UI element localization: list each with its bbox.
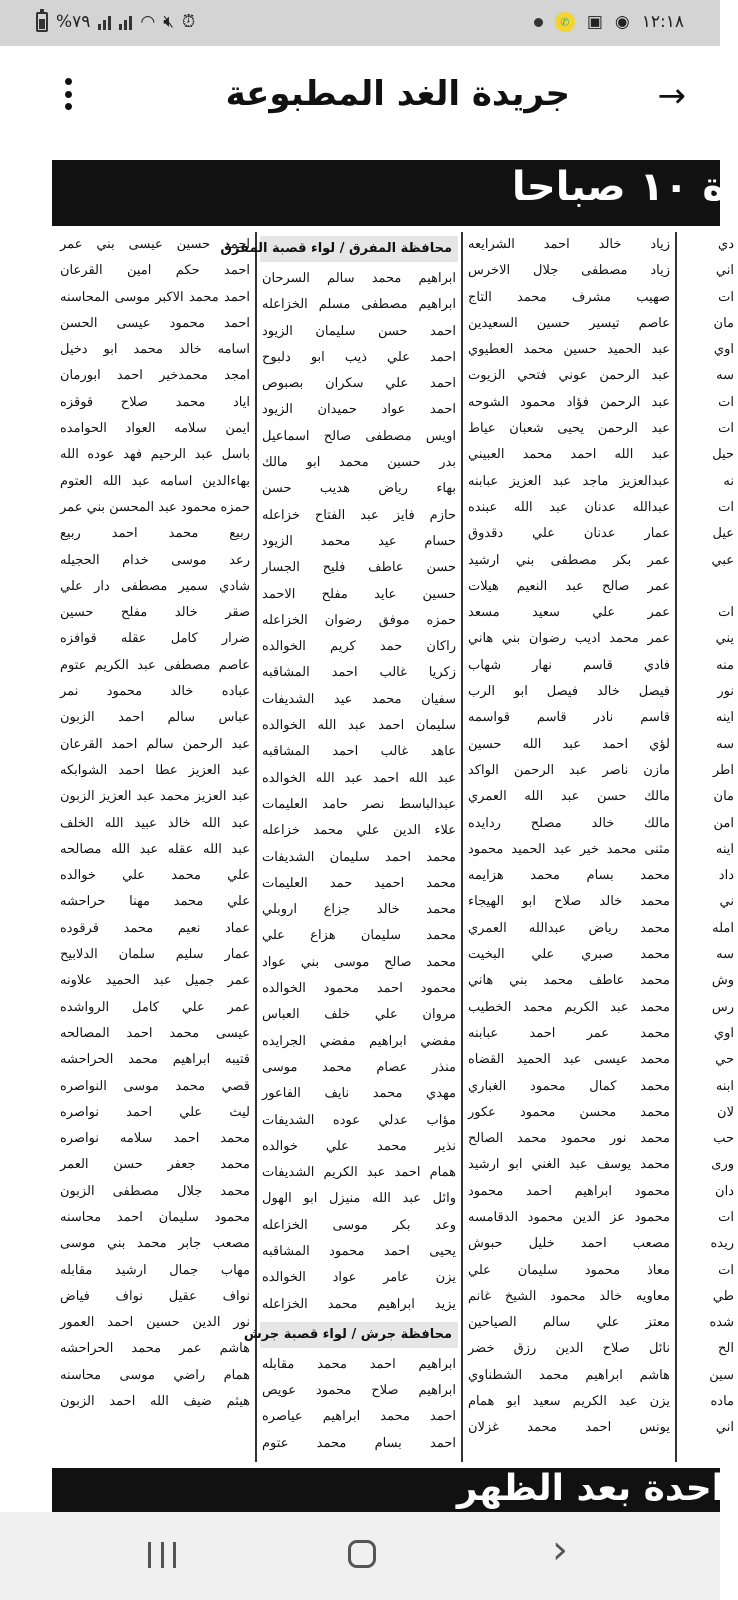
name-line: محمد رياض عبدالله العمري [468,920,670,936]
name-line: علي محمد مهنا حراحشه [60,894,250,910]
name-line: نه [723,473,734,489]
name-line: زياد مصطفى جلال الاخرس [468,263,670,279]
name-line: عبد الله خالد عبيد الله الخلف [60,815,250,831]
name-line: فادي قاسم نهار شهاب [468,657,670,673]
name-line: سه [716,736,734,752]
name-line: محمد يوسف عبد الغني ابو ارشيد [468,1157,670,1173]
column-divider [255,232,257,1462]
name-line: صقر خالد مفلح حسين [60,605,250,621]
name-line: ات [718,1209,734,1225]
name-line: عاصم مصطفى عبد الكريم عتوم [60,657,250,673]
name-line: حسن عاطف فليح الجسار [262,560,456,576]
name-line: عبد الرحمن فؤاد محمود الشوحه [468,394,670,410]
name-line: بهاء رياض هديب حسن [262,481,456,497]
name-line: ات [718,499,734,515]
name-line: ابنه [715,1078,734,1094]
name-line: محمد سليمان هزاع علي [262,928,456,944]
name-line: امجد محمدخير احمد ابورمان [60,368,250,384]
battery-icon [36,12,48,32]
name-line: ابراهيم مصطفى مسلم الخزاعله [262,297,456,313]
column-4 [678,232,738,1462]
name-line: عبد الله احمد عبد الله الخوالده [262,770,456,786]
dot-icon [65,91,72,98]
name-line: عمر جميل عبد الحميد علاونه [60,973,250,989]
app-notification-icon: ◉ [614,12,630,32]
name-line: محمد بسام محمد هزايمه [468,868,670,884]
name-line: محمد عيسى عبد الحميد القضاه [468,1052,670,1068]
name-line: الح [718,1341,734,1357]
mute-icon: 🔇︎ [163,12,174,32]
name-line: احمد حسين عيسى بني عمر [60,237,250,252]
name-line: محمود عز الدين محمود الدقامسه [468,1209,670,1225]
name-line: حازم فايز عبد الفتاح خزاعله [262,507,456,523]
name-line: حيل [712,447,734,463]
system-nav-bar [0,1512,720,1600]
name-line: عبدالله عدنان عبد الله عبنده [468,499,670,515]
name-line: طي [712,1288,734,1304]
page-footer-text: احدة بعد الظهر [456,1468,724,1509]
name-line: عبدالعزيز ماجد عبد العزيز عبابنه [468,473,670,489]
back-arrow-button[interactable]: → [657,76,686,116]
name-line: محمد نور محمود محمد الصالح [468,1131,670,1147]
jerash-list [258,1352,460,1457]
name-line: محمد عبد الكريم محمد الخطيب [468,999,670,1015]
name-line: ماده [710,1394,734,1410]
name-line: عماد نعيم محمد قرقوده [60,920,250,936]
name-line: احمد علي سكران بصبوص [262,376,456,392]
name-line: يونس احمد محمد غزلان [468,1420,670,1436]
signal-icon [98,14,111,30]
name-line: عباده خالد محمود نمر [60,684,250,700]
name-line: سه [716,368,734,384]
battery-percent: %٧٩ [56,12,91,32]
name-line: معتز علي سالم الصياحين [468,1315,670,1331]
name-line: نور [717,684,734,700]
name-line: اطر [712,762,734,778]
column-divider [675,232,677,1462]
name-line: باسل عبد الرحيم فهد عوده الله [60,447,250,463]
name-line: امله [712,920,734,936]
name-line: عاهد غالب احمد المشاقبه [262,744,456,760]
name-line: ات [718,421,734,437]
name-line: سين [709,1367,734,1383]
name-line: ات [718,289,734,305]
name-line: ايمن سلامه العواد الحوامده [60,421,250,437]
page-header-text: ة ١٠ صباحا [511,164,726,210]
name-line: محمد عمر احمد عبابنه [468,1025,670,1041]
name-line: عاصم تيسير حسين السعيدين [468,315,670,331]
name-line: هاشم ابراهيم محمد الشطناوي [468,1367,670,1383]
notification-dot-icon [534,18,543,27]
name-line: محمد احمد سلامه نواصره [60,1131,250,1147]
name-line: اينه [715,710,734,726]
name-line: محمود احمد محمود الخوالده [262,981,456,997]
name-line: منذر عصام محمد موسى [262,1059,456,1075]
page-footer-bar [52,1468,724,1512]
name-line: ربيع محمد احمد ربيع [60,526,250,542]
name-line: ابراهيم صلاح محمود عويص [262,1383,456,1399]
name-line: ني [719,894,734,910]
name-line: محمد خالد صلاح ابو الهيجاء [468,894,670,910]
name-line: اياد محمد صلاح قوقزه [60,394,250,410]
app-bar [0,46,720,156]
name-line: حسين عايد مفلح الاحمد [262,586,456,602]
name-line: احمد عواد حميدان الزيود [262,402,456,418]
alarm-icon: ⏰︎ [181,12,196,32]
name-line: حب [713,1131,734,1147]
name-line: احمد محمد الاكبر موسى المحاسنه [60,289,250,305]
name-line: عبد الرحمن يحيى شعبان عياط [468,421,670,437]
section-heading-mafraq: محافظة المفرق / لواء قصبة المفرق [260,236,458,262]
mafraq-list [258,266,460,1318]
name-line: عمار سليم سلمان الدلابيح [60,947,250,963]
name-line: همام راضي موسى محاسنه [60,1367,250,1383]
name-line: اينه [715,841,734,857]
name-line: علي محمد علي خوالده [60,868,250,884]
name-line: عبي [711,552,734,568]
name-line: راكان حمد كريم الخوالده [262,639,456,655]
name-line: حمزه محمود عبد المحسن بني عمر [60,499,250,515]
signal-icon-2 [119,14,132,30]
name-line: محمد احميد حمد العليمات [262,875,456,891]
name-line: هاشم عمر محمد الحراحشه [60,1341,250,1357]
name-line: مالك خالد مصلح ردايده [468,815,670,831]
newspaper-page[interactable] [52,160,734,1512]
name-line: احمد علي ذيب ابو دلبوح [262,349,456,365]
name-line: يزن عامر عواد الخوالده [262,1270,456,1286]
name-line: منه [716,657,734,673]
name-line: سفيان محمد عيد الشديفات [262,691,456,707]
name-line: محمد عاطف محمد بني هاني [468,973,670,989]
recent-apps-button[interactable] [148,1542,176,1568]
name-line: عبد الله احمد محمد العبيني [468,447,670,463]
name-line: نذير محمد علي خوالده [262,1138,456,1154]
dot-icon [65,78,72,85]
name-line: سليمان احمد عبد الله الخوالده [262,718,456,734]
name-line: عبدالباسط نصر حامد العليمات [262,796,456,812]
name-line: عيسى محمد احمد المصالحه [60,1025,250,1041]
section-heading-jerash: محافظة جرش / لواء قصبة جرش [260,1322,458,1348]
name-line: عمر صالح عبد النعيم هيلات [468,578,670,594]
name-line: ضرار كامل عقله قوافزه [60,631,250,647]
name-line: رعد موسى خدام الحجيله [60,552,250,568]
name-line: مروان علي خلف العباس [262,1007,456,1023]
name-line: معاويه خالد محمود الشيخ غانم [468,1288,670,1304]
name-line: محمد جلال مصطفى الزبون [60,1183,250,1199]
name-line: محمد محسن محمود عكور [468,1104,670,1120]
name-line: ابراهيم محمد سالم السرحان [262,271,456,286]
name-line: مالك حسن عبد الله العمري [468,789,670,805]
status-left [36,12,195,32]
name-line: قصي محمد موسى النواصره [60,1078,250,1094]
name-line: يزن عبد الكريم سعيد ابو همام [468,1394,670,1410]
name-line: علاء الدين علي محمد خزاعله [262,823,456,839]
name-line: نور الدين حسين احمد العمور [60,1315,250,1331]
wifi-icon: ◠ [140,12,156,32]
name-line: عيل [712,526,734,542]
name-line: عمر محمد اديب رضوان بني هاني [468,631,670,647]
name-line: احمد محمود عيسى الحسن [60,315,250,331]
name-line: فيصل خالد فيصل ابو الرب [468,684,670,700]
status-right [534,12,684,32]
name-line: عبد الله عقله عبد الله مصالحه [60,841,250,857]
name-line: ابراهيم احمد محمد مقابله [262,1356,456,1372]
name-line: نائل صلاح الدين رزق خضر [468,1341,670,1357]
status-bar [0,0,720,46]
dot-icon [65,103,72,110]
name-line: هيثم ضيف الله احمد الزبون [60,1394,250,1410]
name-line: محمود ابراهيم احمد محمود [468,1183,670,1199]
whatsapp-icon: ✆ [555,12,575,32]
more-options-button[interactable] [58,74,78,114]
name-line: همام احمد عبد الكريم الشديفات [262,1165,456,1181]
name-line: مثنى محمد خير عبد الحميد محمود [468,841,670,857]
name-line: اوي [713,342,734,358]
name-line: دان [715,1183,734,1199]
name-line: نواف عقيل نواف فياض [60,1288,250,1304]
name-line: يحيى احمد محمود المشاقبه [262,1243,456,1259]
name-line: اني [715,263,734,279]
name-line: مهدي محمد نايف الفاعور [262,1086,456,1102]
clock-time: ١٢:١٨ [641,12,684,32]
gallery-icon: ▣ [586,12,603,32]
name-line: احمد محمد ابراهيم عياصره [262,1409,456,1425]
name-line: ليث علي احمد نواصره [60,1104,250,1120]
name-line: اوي [713,1025,734,1041]
name-line: لؤي احمد عبد الله حسين [468,736,670,752]
name-line: شادي سمير مصطفى دار علي [60,578,250,594]
name-line: احمد بسام محمد عتوم [262,1435,456,1451]
name-line: عباس سالم احمد الزبون [60,710,250,726]
name-line: يزيد ابراهيم محمد الخزاعله [262,1296,456,1312]
name-line: محمود سليمان احمد محاسنه [60,1209,250,1225]
name-line: عبد العزيز محمد عبد العزيز الزبون [60,789,250,805]
name-line: اويس مصطفى صالح اسماعيل [262,428,456,444]
name-line: معاذ محمود سليمان علي [468,1262,670,1278]
name-line: اسامه خالد محمد ابو دخيل [60,342,250,358]
name-line: احمد حكم امين القرعان [60,263,250,279]
name-line: ورى [711,1157,734,1173]
name-line: عبد الرحمن عوني فتحي الزيوت [468,368,670,384]
name-line: زكريا غالب احمد المشاقبه [262,665,456,681]
name-line: عمار عدنان علي دقدوق [468,526,670,542]
name-line: امن [713,815,734,831]
name-line: محمد صبري علي البخيت [468,947,670,963]
column-1 [56,232,254,1462]
name-line: صهيب مشرف محمد التاج [468,289,670,305]
name-line: حي [715,1052,734,1068]
name-line: مهاب جمال ارشيد مقابله [60,1262,250,1278]
name-line: عمر علي كامل الرواشده [60,999,250,1015]
name-line: احمد حسن سليمان الزيود [262,323,456,339]
name-line: شده [709,1315,734,1331]
name-line: سه [716,947,734,963]
home-button[interactable] [348,1540,376,1568]
name-line: بهاءالدين اسامه عبد الله العتوم [60,473,250,489]
name-line: محمد صالح موسى بني عواد [262,954,456,970]
name-line: مفضي ابراهيم مفضي الجرايده [262,1033,456,1049]
name-line: مازن ناصر عبد الرحمن الواكد [468,762,670,778]
app-title: جريدة الغد المطبوعة [225,74,570,114]
name-line: ات [718,394,734,410]
name-line: مصعب جابر محمد بني موسى [60,1236,250,1252]
name-line: حسام عيد محمد الزيود [262,533,456,549]
name-line: لان [717,1104,734,1120]
name-line: مؤاب عدلي عوده الشديفات [262,1112,456,1128]
name-line: حمزه موفق رضوان الخزاعله [262,612,456,628]
name-line [678,574,738,600]
name-line: وش [711,973,734,989]
name-line: عبد الحميد حسين محمد العطيوي [468,342,670,358]
column-2 [220,232,460,1462]
name-columns [52,232,734,1462]
name-line: محمد احمد سليمان الشديفات [262,849,456,865]
name-line: وائل عبد الله منيزل ابو الهول [262,1191,456,1207]
name-line: قاسم نادر قاسم قواسمه [468,710,670,726]
name-line: عبد الرحمن سالم احمد القرعان [60,736,250,752]
name-line: وعد بكر موسى الخزاعله [262,1217,456,1233]
name-line: عمر بكر مصطفى بني ارشيد [468,552,670,568]
name-line: محمد خالد جزاع اروبلي [262,902,456,918]
name-line: مان [713,315,734,331]
name-line: اني [715,1420,734,1436]
name-line: ريده [710,1236,734,1252]
name-line: ات [718,605,734,621]
name-line: داد [718,868,734,884]
column-3 [464,232,674,1462]
name-line: يني [715,631,734,647]
name-line: زياد خالد احمد الشرايعه [468,237,670,252]
name-line: عمر علي سعيد مسعد [468,605,670,621]
name-line: رس [711,999,734,1015]
name-line: مصعب احمد خليل حبوش [468,1236,670,1252]
name-line: ات [718,1262,734,1278]
page-header-bar [52,160,726,226]
name-line: محمد كمال محمود الغباري [468,1078,670,1094]
name-line: دي [718,237,734,252]
name-line: مان [713,789,734,805]
column-divider [461,232,463,1462]
name-line: عبد العزيز عطا احمد الشوابكه [60,762,250,778]
name-line: قتيبه ابراهيم محمد الحراحشه [60,1052,250,1068]
back-button[interactable]: › [552,1527,568,1573]
name-line: بدر حسين محمد ابو مالك [262,455,456,471]
name-line: محمد جعفر حسن العمر [60,1157,250,1173]
